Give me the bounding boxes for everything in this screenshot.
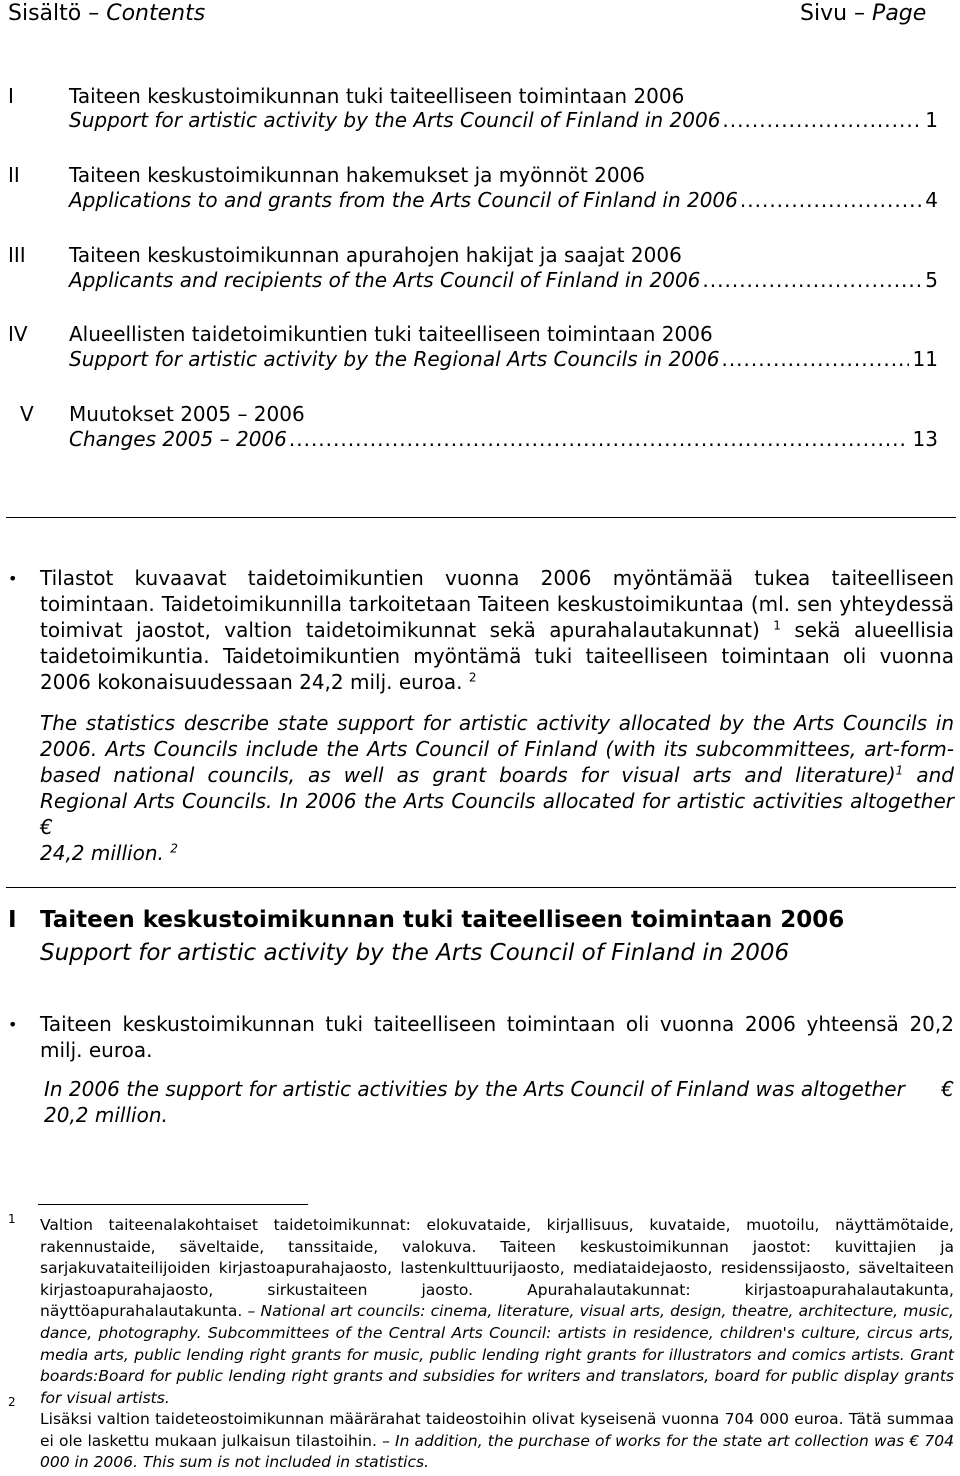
- toc-title-fi-1[interactable]: Taiteen keskustoimikunnan tuki taiteelliseen toimintaan 2006: [69, 84, 685, 108]
- toc-page-1: 1: [925, 108, 938, 132]
- toc-page-5: 13: [912, 427, 938, 451]
- toc-page-3: 5: [925, 268, 938, 292]
- bullet-icon: •: [8, 1015, 18, 1034]
- toc-leader: [740, 187, 921, 213]
- page-heading: [800, 1, 926, 27]
- toc-page-2: 4: [925, 188, 938, 212]
- toc-title-en-4: Support for artistic activity by the Regional Arts Councils in 2006: [69, 347, 720, 371]
- page-heading-fi: Sivu: [800, 1, 848, 26]
- intro-paragraph-en: The statistics describe state support for artistic activity allocated by the Arts Councils in 2006. Arts Councils include the Arts Council of Finland (with its subcommittees, art-form-based national councils, as well as grant boards for visual arts and literature)$^1$ and Regional Arts Councils. In 2006 the Arts Councils allocated for artistic activities altogether € 24,2 million. $^2$: [40, 711, 954, 865]
- contents-heading-dash: –: [88, 1, 100, 26]
- footnote-number-1: 1: [8, 1212, 16, 1226]
- contents-heading-fi: Sisältö: [8, 1, 82, 26]
- intro-paragraph-fi: Tilastot kuvaavat taidetoimikuntien vuonna 2006 myöntämää tukea taiteelliseen toimintaan. Taidetoimikunnilla tarkoitetaan Taiteen keskustoimikuntaa (ml. sen yhteydessä toimivat jaostot, valtion taidetoimikunnat sekä apurahalautakunnat) $^1$ sekä alueellisia taidetoimikuntia. Taidetoimikuntien myöntämä tuki taiteelliseen toimintaan oli vuonna 2006 kokonaisuudessaan 24,2 milj. euroa. $^2$: [40, 566, 955, 694]
- section-number: I: [8, 907, 17, 933]
- toc-title-en-2: Applications to and grants from the Arts Council of Finland in 2006: [69, 188, 738, 212]
- footnote-2: Lisäksi valtion taideteostoimikunnan määrärahat taideostoihin olivat kyseisenä vuonna 704 000 euroa. Tätä summaa ei ole laskettu mukaan julkaisun tilastoihin. – In addition, the purchase of works for the state art collection was € 704 000 in 2006. This sum is not included in statistics.: [40, 1410, 955, 1472]
- toc-title-en-5: Changes 2005 – 2006: [69, 427, 287, 451]
- toc-num-4: IV: [8, 322, 28, 346]
- footnote-ref-2[interactable]: 2: [468, 670, 477, 685]
- toc-leader: [702, 267, 921, 293]
- footnote-ref-2[interactable]: 2: [170, 841, 178, 856]
- toc-title-en-3: Applicants and recipients of the Arts Council of Finland in 2006: [69, 268, 701, 292]
- toc-num-1: I: [8, 84, 14, 108]
- toc-entry-1[interactable]: [69, 107, 938, 133]
- section-title-fi: Taiteen keskustoimikunnan tuki taiteelliseen toimintaan 2006: [40, 907, 845, 933]
- toc-leader: [721, 346, 908, 372]
- footnote-separator: [38, 1204, 308, 1205]
- footnote-ref-1[interactable]: 1: [773, 618, 781, 633]
- contents-heading-en: Contents: [106, 1, 206, 26]
- toc-title-en-1: Support for artistic activity by the Arts Council of Finland in 2006: [69, 108, 721, 132]
- toc-title-fi-2[interactable]: Taiteen keskustoimikunnan hakemukset ja myönnöt 2006: [69, 163, 645, 187]
- bullet-icon: •: [8, 569, 18, 588]
- section-paragraph-en: In 2006 the support for artistic activities by the Arts Council of Finland was altogether € 20,2 million.: [44, 1077, 954, 1127]
- toc-title-fi-3[interactable]: Taiteen keskustoimikunnan apurahojen hakijat ja saajat 2006: [69, 243, 682, 267]
- contents-heading: [8, 1, 205, 27]
- toc-entry-4[interactable]: [69, 346, 938, 372]
- footnote-ref-1[interactable]: 1: [895, 763, 904, 778]
- toc-num-3: III: [8, 243, 26, 267]
- toc-entry-5[interactable]: [69, 426, 938, 452]
- toc-entry-3[interactable]: [69, 267, 938, 293]
- toc-page-4: 11: [912, 347, 938, 371]
- section-paragraph-fi: Taiteen keskustoimikunnan tuki taiteelliseen toimintaan oli vuonna 2006 yhteensä 20,2 milj. euroa.: [40, 1012, 954, 1062]
- toc-num-5: V: [20, 402, 34, 426]
- toc-title-fi-5[interactable]: Muutokset 2005 – 2006: [69, 402, 305, 426]
- toc-entry-2[interactable]: [69, 187, 938, 213]
- toc-leader: [722, 107, 921, 133]
- divider: [6, 887, 956, 888]
- footnote-number-2: 2: [8, 1395, 16, 1409]
- section-title-en: Support for artistic activity by the Arts Council of Finland in 2006: [40, 940, 790, 966]
- toc-leader: [289, 426, 909, 452]
- toc-num-2: II: [8, 163, 20, 187]
- page-heading-en: Page: [872, 1, 927, 26]
- page-heading-dash: –: [854, 1, 866, 26]
- divider: [6, 517, 956, 518]
- footnote-1: Valtion taiteenalakohtaiset taidetoimikunnat: elokuvataide, kirjallisuus, kuvataide, muotoilu, näyttämötaide, rakennustaide, säveltaide, tanssitaide, valokuva. Taiteen keskustoimikunnan jaostot: kuvittajien ja sarjakuvataiteilijoiden kirjastoapurahajaosto, lastenkulttuurijaosto, mediataidejaosto, residenssijaosto, säveltaiteen kirjastoapurahajaosto, sirkustaiteen jaosto. Apurahalautakunnat: kirjastoapurahalautakunta, näyttöapurahalautakunta. – National art councils: cinema, literature, visual arts, design, theatre, architecture, music, dance, photography. Subcommittees of the Central Arts Council: artists in residence, children's culture, circus arts, media arts, public lending right grants for music, public lending right grants for illustrators and comics artists. Grant boards:Board for public lending right grants and subsidies for writers and translators, board for public display grants for visual artists.: [40, 1216, 954, 1407]
- toc-title-fi-4[interactable]: Alueellisten taidetoimikuntien tuki taiteelliseen toimintaan 2006: [69, 322, 713, 346]
